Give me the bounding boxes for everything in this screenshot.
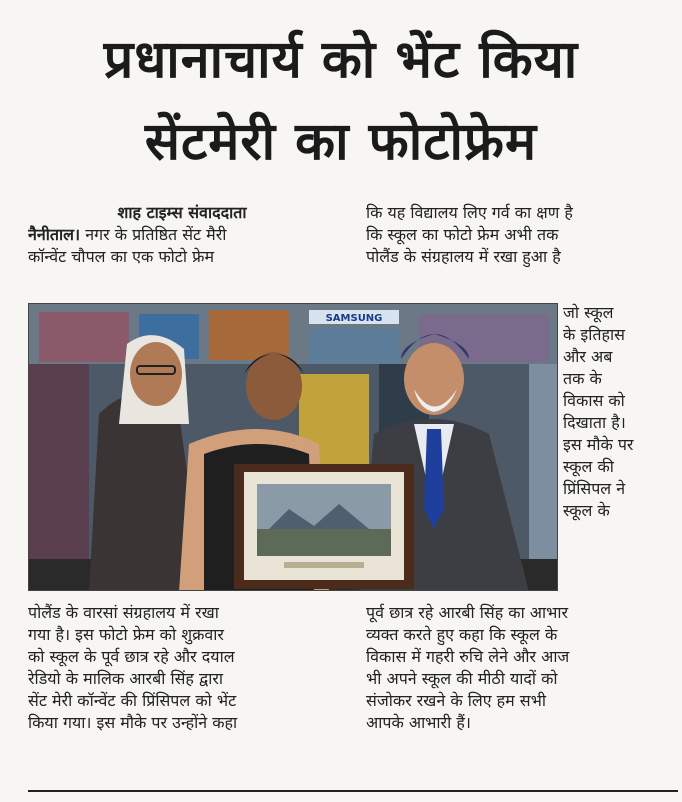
column-2-line: इस मौके पर — [563, 435, 634, 454]
column-2-line: पोलैंड के संग्रहालय में रखा हुआ है — [366, 247, 561, 266]
column-1-line: कॉन्वेंट चौपल का एक फोटो फ्रेम — [28, 247, 215, 266]
column-1-line: पोलैंड के वारसां संग्रहालय में रखा — [28, 603, 219, 622]
news-photo — [28, 303, 558, 591]
column-1-text: नगर के प्रतिष्ठित सेंट मैरी — [85, 225, 227, 244]
column-2-top — [366, 202, 666, 268]
column-1-line: को स्कूल के पूर्व छात्र रहे और दयाल — [28, 647, 235, 666]
headline-line-1: प्रधानाचार्य को भेंट किया — [103, 30, 579, 90]
column-1-line: किया गया। इस मौके पर उन्होंने कहा — [28, 713, 238, 732]
column-2-line: आपके आभारी हैं। — [366, 713, 471, 732]
column-2-line: विकास को — [563, 391, 625, 410]
column-2-line: कि स्कूल का फोटो फ्रेम अभी तक — [366, 225, 559, 244]
column-2-line: कि यह विद्यालय लिए गर्व का क्षण है — [366, 203, 573, 222]
photo-frame — [234, 464, 414, 589]
clipped-previous-headline — [0, 0, 682, 12]
column-1-line: गया है। इस फोटो फ्रेम को शुक्रवार — [28, 625, 224, 644]
column-2-line: तक के — [563, 369, 602, 388]
column-1-bottom — [28, 602, 336, 734]
column-2-line: पूर्व छात्र रहे आरबी सिंह का आभार — [366, 603, 569, 622]
tie — [424, 429, 444, 529]
samsung-sign-text: SAMSUNG — [325, 313, 383, 324]
column-2-line: के इतिहास — [563, 325, 625, 344]
column-2-narrow — [563, 302, 667, 522]
column-2-bottom — [366, 602, 666, 734]
column-2-line: दिखाता है। — [563, 413, 626, 432]
byline: शाह टाइम्स संवाददाता — [117, 203, 247, 222]
dateline: नैनीताल। — [28, 225, 81, 244]
column-2-line: जो स्कूल — [563, 303, 614, 322]
tv-display — [29, 364, 89, 564]
column-2-line: विकास में गहरी रुचि लेने और आज — [366, 647, 570, 666]
column-2-line: व्यक्त करते हुए कहा कि स्कूल के — [366, 625, 558, 644]
column-1-line: रेडियो के मालिक आरबी सिंह द्वारा — [28, 669, 224, 688]
bottom-rule — [28, 790, 678, 792]
photo-illustration — [29, 304, 558, 591]
column-2-line: संजोकर रखने के लिए हम सभी — [366, 691, 547, 710]
column-1-line — [28, 224, 336, 246]
headline-line-2: सेंटमेरी का फोटोफ्रेम — [144, 112, 538, 172]
column-2-line: प्रिंसिपल ने — [563, 479, 626, 498]
column-1-line: सेंट मेरी कॉन्वेंट की प्रिंसिपल को भेंट — [28, 691, 237, 710]
column-1-top — [28, 202, 336, 268]
column-2-line: स्कूल के — [563, 501, 610, 520]
column-2-line: और अब — [563, 347, 613, 366]
column-2-line: भी अपने स्कूल की मीठी यादों को — [366, 669, 558, 688]
column-2-line: स्कूल की — [563, 457, 614, 476]
tv-display — [39, 312, 129, 362]
